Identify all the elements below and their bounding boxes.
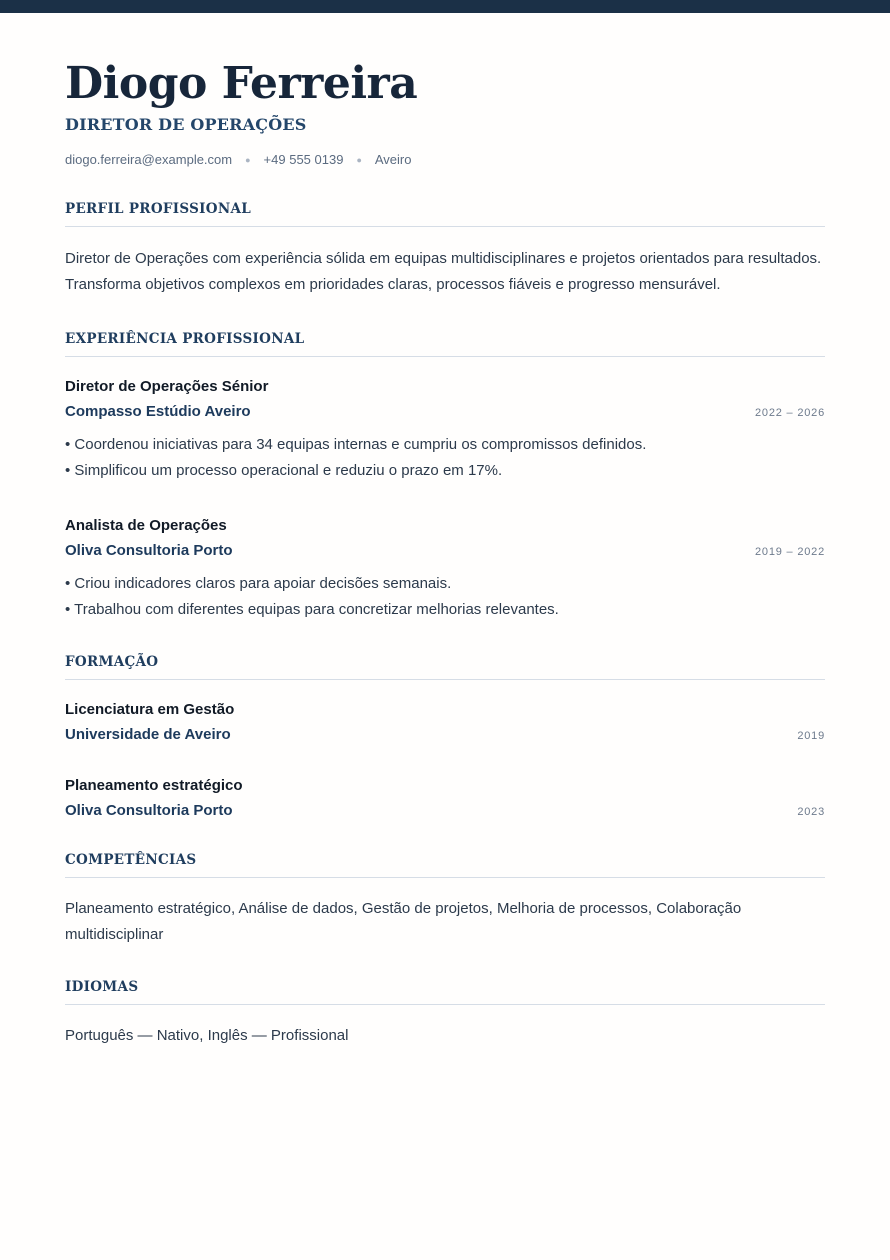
education-title: Licenciatura em Gestão bbox=[65, 701, 235, 718]
education-title: Planeamento estratégico bbox=[65, 777, 243, 794]
job-dates: 2019 – 2022 bbox=[755, 546, 825, 558]
education-year: 2019 bbox=[797, 730, 825, 742]
candidate-name: Diogo Ferreira bbox=[65, 58, 418, 109]
profile-text bbox=[65, 246, 825, 298]
job-bullet: • Simplificou um processo operacional e reduziu o prazo em 17%. bbox=[65, 462, 503, 479]
education-section bbox=[65, 654, 825, 819]
education-org-row bbox=[65, 802, 825, 819]
section-title-profile: PERFIL PROFISSIONAL bbox=[65, 201, 825, 227]
contact-email[interactable]: diogo.ferreira@example.com bbox=[65, 152, 233, 167]
education-year: 2023 bbox=[797, 806, 825, 818]
job-bullet: • Criou indicadores claros para apoiar decisões semanais. bbox=[65, 575, 452, 592]
profile-line: Diretor de Operações com experiência sólida em equipas multidisciplinares e projetos orientados para resultados. bbox=[65, 250, 822, 267]
separator-dot: ● bbox=[245, 154, 251, 165]
contact-phone[interactable]: +49 555 0139 bbox=[263, 152, 344, 167]
profile-section bbox=[65, 201, 825, 298]
education-institution: Universidade de Aveiro bbox=[65, 726, 231, 743]
section-title-languages: IDIOMAS bbox=[65, 979, 825, 1005]
job-bullet: • Trabalhou com diferentes equipas para concretizar melhorias relevantes. bbox=[65, 601, 559, 618]
skills-text: Planeamento estratégico, Análise de dados, Gestão de projetos, Melhoria de processos, Colaboração multidisciplinar bbox=[65, 900, 742, 943]
education-entry bbox=[65, 777, 825, 819]
job-title: Analista de Operações bbox=[65, 517, 227, 534]
job-organization: Compasso Estúdio Aveiro bbox=[65, 403, 251, 420]
profile-line: Transforma objetivos complexos em prioridades claras, processos fiáveis e progresso mensurável. bbox=[65, 276, 721, 293]
job-entry bbox=[65, 378, 825, 484]
job-org-row bbox=[65, 542, 825, 559]
contact-location: Aveiro bbox=[374, 152, 412, 167]
job-title: Diretor de Operações Sénior bbox=[65, 378, 269, 395]
resume-page bbox=[0, 59, 890, 1049]
languages-text: Português — Nativo, Inglês — Profissional bbox=[65, 1027, 349, 1044]
education-institution: Oliva Consultoria Porto bbox=[65, 802, 233, 819]
job-organization: Oliva Consultoria Porto bbox=[65, 542, 233, 559]
experience-section bbox=[65, 331, 825, 623]
education-org-row bbox=[65, 726, 825, 743]
job-bullet: • Coordenou iniciativas para 34 equipas internas e cumpriu os compromissos definidos. bbox=[65, 436, 647, 453]
job-bullets bbox=[65, 432, 825, 484]
top-accent-bar bbox=[0, 0, 890, 13]
section-title-experience: EXPERIÊNCIA PROFISSIONAL bbox=[65, 331, 825, 357]
section-title-education: FORMAÇÃO bbox=[65, 654, 825, 680]
job-entry bbox=[65, 517, 825, 623]
job-dates: 2022 – 2026 bbox=[755, 407, 825, 419]
contact-line bbox=[65, 152, 825, 167]
job-bullets bbox=[65, 571, 825, 623]
education-entry bbox=[65, 701, 825, 743]
section-title-skills: COMPETÊNCIAS bbox=[65, 852, 825, 878]
separator-dot: ● bbox=[356, 154, 362, 165]
job-org-row bbox=[65, 403, 825, 420]
skills-section bbox=[65, 852, 825, 948]
languages-section bbox=[65, 979, 825, 1049]
candidate-role: DIRETOR DE OPERAÇÕES bbox=[65, 115, 307, 134]
